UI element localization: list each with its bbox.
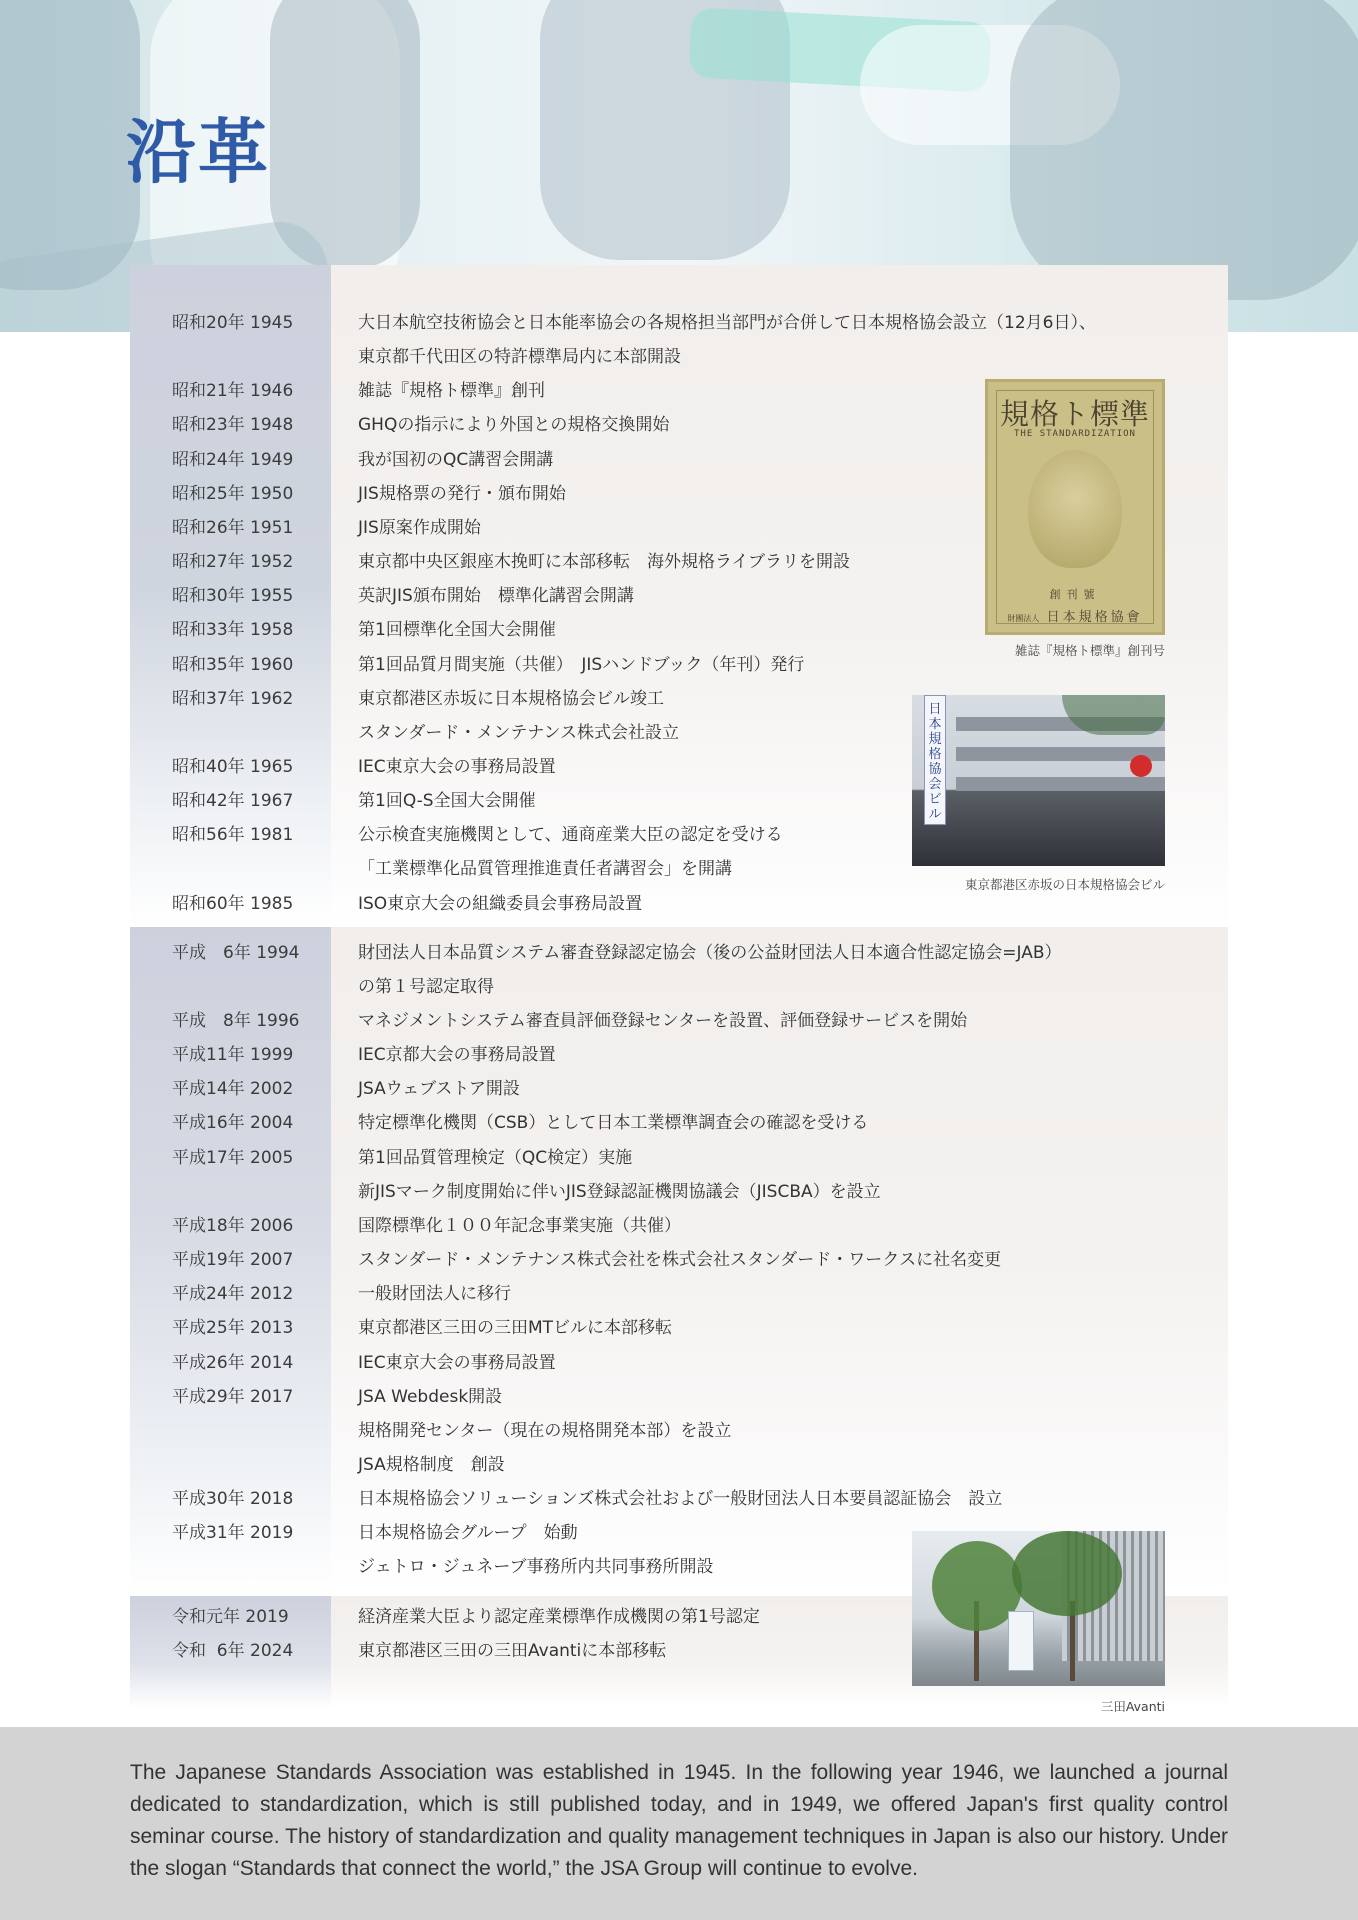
timeline-year: 昭和56年 1981 <box>172 825 294 846</box>
timeline-year: 昭和30年 1955 <box>172 586 294 607</box>
timeline-year: 平成24年 2012 <box>172 1284 294 1305</box>
timeline-year: 令和元年 2019 <box>172 1606 289 1627</box>
building-floor <box>956 777 1165 791</box>
timeline-event: 大日本航空技術協会と日本能率協会の各規格担当部門が合併して日本規格協会設立（12月6日）、 <box>358 313 1096 333</box>
timeline-event: 「工業標準化品質管理推進責任者講習会」を開講 <box>358 859 732 880</box>
timeline-event: JIS原案作成開始 <box>358 517 481 538</box>
building-sign <box>924 695 946 825</box>
jsa-building-image <box>912 695 1165 866</box>
timeline-event: の第１号認定取得 <box>358 976 494 997</box>
timeline-event: 東京都港区赤坂に日本規格協会ビル竣工 <box>358 688 664 709</box>
page-title: 沿革 <box>126 110 270 193</box>
timeline-event: 第1回品質管理検定（QC検定）実施 <box>358 1147 633 1168</box>
timeline-event: 雑誌『規格ト標準』創刊 <box>358 381 545 402</box>
timeline-year: 平成17年 2005 <box>172 1147 294 1168</box>
timeline-year: 昭和42年 1967 <box>172 791 294 812</box>
timeline-year: 昭和23年 1948 <box>172 415 294 436</box>
timeline-year: 令和 6年 2024 <box>172 1640 294 1661</box>
cover-publisher-name: 日本規格協會 <box>1046 610 1143 625</box>
footer-summary <box>0 1727 1358 1920</box>
timeline-event: 特定標準化機関（CSB）として日本工業標準調査会の確認を受ける <box>358 1113 869 1134</box>
timeline-event: GHQの指示により外国との規格交換開始 <box>358 415 670 436</box>
timeline-event: ジェトロ・ジュネーブ事務所内共同事務所開設 <box>358 1557 714 1578</box>
timeline-year: 平成 6年 1994 <box>172 942 300 963</box>
timeline-event: スタンダード・メンテナンス株式会社設立 <box>358 722 679 743</box>
timeline-event: JSAウェブストア開設 <box>358 1079 520 1100</box>
timeline-year: 昭和27年 1952 <box>172 552 294 573</box>
timeline-year: 平成26年 2014 <box>172 1352 294 1373</box>
timeline-year: 昭和24年 1949 <box>172 449 294 470</box>
building-sign-text: 日本規格協会ビル <box>928 702 942 822</box>
timeline-year: 平成31年 2019 <box>172 1523 294 1544</box>
timeline-event: 新JISマーク制度開始に伴いJIS登録認証機関協議会（JISCBA）を設立 <box>358 1181 881 1202</box>
cover-subtitle: THE STANDARDIZATION <box>1014 429 1136 439</box>
building-red-sign <box>1130 755 1152 777</box>
timeline-event: 英訳JIS頒布開始 標準化講習会開講 <box>358 586 634 607</box>
jsa-building-caption: 東京都港区赤坂の日本規格協会ビル <box>964 877 1165 892</box>
timeline-event: スタンダード・メンテナンス株式会社を株式会社スタンダード・ワークスに社名変更 <box>358 1250 1002 1271</box>
timeline-year: 平成30年 2018 <box>172 1489 294 1510</box>
cover-publisher <box>988 606 1162 625</box>
timeline-event: 東京都港区三田の三田MTビルに本部移転 <box>358 1318 673 1339</box>
timeline-year: 昭和37年 1962 <box>172 688 294 709</box>
timeline-year: 昭和25年 1950 <box>172 483 294 504</box>
timeline-event: IEC東京大会の事務局設置 <box>358 1352 556 1373</box>
timeline-event: 規格開発センター（現在の規格開発本部）を設立 <box>358 1420 732 1441</box>
timeline-event: ISO東京大会の組織委員会事務局設置 <box>358 893 643 914</box>
timeline-year: 昭和60年 1985 <box>172 893 294 914</box>
timeline-year: 平成16年 2004 <box>172 1113 294 1134</box>
timeline-year: 平成 8年 1996 <box>172 1011 300 1031</box>
journal-cover-caption: 雑誌『規格ト標準』創刊号 <box>1014 643 1165 658</box>
timeline-event: 東京都千代田区の特許標準局内に本部開設 <box>358 347 681 368</box>
timeline-year: 平成14年 2002 <box>172 1079 294 1100</box>
timeline-event: IEC京都大会の事務局設置 <box>358 1045 556 1066</box>
hero-figure-shape <box>1010 0 1358 300</box>
timeline-year: 平成18年 2006 <box>172 1215 294 1236</box>
timeline-event: 東京都港区三田の三田Avantiに本部移転 <box>358 1640 667 1661</box>
cover-issue-label: 創刊號 <box>1049 588 1101 601</box>
timeline-year: 昭和20年 1945 <box>172 313 294 333</box>
timeline-event: 経済産業大臣より認定産業標準作成機関の第1号認定 <box>358 1606 760 1627</box>
timeline-year: 昭和40年 1965 <box>172 756 294 777</box>
timeline-event: 一般財団法人に移行 <box>358 1284 511 1305</box>
timeline-event: JIS規格票の発行・頒布開始 <box>358 483 566 504</box>
timeline-year: 平成11年 1999 <box>172 1045 294 1066</box>
timeline-year: 平成29年 2017 <box>172 1386 294 1407</box>
mita-sign-panel <box>1008 1611 1034 1671</box>
cover-emblem <box>1028 450 1122 568</box>
timeline-event: 国際標準化１００年記念事業実施（共催） <box>358 1215 681 1236</box>
timeline-event: IEC東京大会の事務局設置 <box>358 756 556 777</box>
footer-text: The Japanese Standards Association was established in 1945. In the following year 1946, we launched a journal dedicated to standardization, which is still published today, and in 1949, we offered Japan's first quality control seminar course. The history of standardization and quality management techniques in Japan is also our history. Under the slogan “Standards that connect the world,” the JSA Group will continue to evolve. <box>130 1761 1228 1880</box>
timeline-event: 第1回品質月間実施（共催） JISハンドブック（年刊）発行 <box>358 654 805 675</box>
timeline-event: 我が国初のQC講習会開講 <box>358 449 554 470</box>
timeline-event: 公示検査実施機関として、通商産業大臣の認定を受ける <box>358 825 783 846</box>
timeline-event: 財団法人日本品質システム審査登録認定協会（後の公益財団法人日本適合性認定協会=JAB） <box>358 942 1062 963</box>
mita-avanti-caption: 三田Avanti <box>1100 1699 1165 1714</box>
timeline-year: 昭和35年 1960 <box>172 654 294 675</box>
timeline-event: 日本規格協会ソリューションズ株式会社および一般財団法人日本要員認証協会 設立 <box>358 1489 1003 1510</box>
timeline-year: 平成25年 2013 <box>172 1318 294 1339</box>
journal-cover-image <box>985 379 1165 635</box>
timeline-event: JSA規格制度 創設 <box>358 1454 505 1475</box>
mita-avanti-image <box>912 1531 1165 1686</box>
timeline-event: 第1回標準化全国大会開催 <box>358 620 556 641</box>
timeline-year: 昭和21年 1946 <box>172 381 294 402</box>
cover-title: 規格ト標準 <box>999 397 1150 431</box>
timeline-event: 日本規格協会グループ 始動 <box>358 1523 578 1544</box>
mita-tree <box>1012 1531 1122 1616</box>
timeline-event: JSA Webdesk開設 <box>358 1386 503 1407</box>
timeline-year: 平成19年 2007 <box>172 1250 294 1271</box>
timeline-event: 東京都中央区銀座木挽町に本部移転 海外規格ライブラリを開設 <box>358 552 850 573</box>
timeline-year: 昭和26年 1951 <box>172 517 294 538</box>
cover-publisher-prefix: 財團法人 <box>1007 614 1040 623</box>
timeline-event: 第1回Q-S全国大会開催 <box>358 791 536 812</box>
timeline-year: 昭和33年 1958 <box>172 620 294 641</box>
timeline-event: マネジメントシステム審査員評価登録センターを設置、評価登録サービスを開始 <box>358 1011 968 1031</box>
